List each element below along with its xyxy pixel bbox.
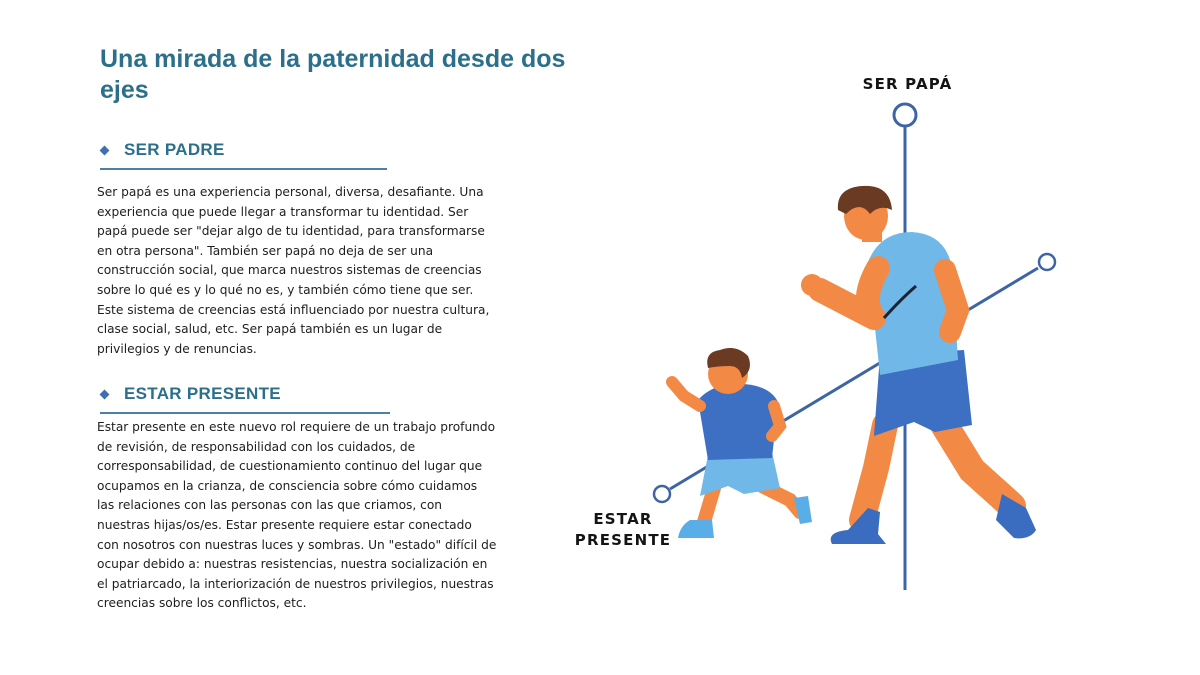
section-paragraph-ser-padre: Ser papá es una experiencia personal, diversa, desafiante. Una experiencia que puede llegar a transformar tu identidad. Ser papá puede ser "dejar algo de tu identidad, para transformarse en otra persona". También ser papá no deja de ser una construcción social, que marca nuestros sistemas de creencias sobre lo qué es y lo qué no es, y también cómo tiene que ser. Este sistema de creencias está influenciado por nuestra cultura, clase social, salud, etc. Ser papá también es un lugar de privilegios y de renuncias. <box>97 185 490 356</box>
child-figure <box>672 348 812 538</box>
section-title: ESTAR PRESENTE <box>124 384 281 403</box>
page-title: Una mirada de la paternidad desde dos ejes <box>100 45 566 104</box>
section-title: SER PADRE <box>124 140 225 159</box>
diagonal-axis-start-circle <box>654 486 670 502</box>
diagonal-axis-label: ESTAR PRESENTE <box>574 510 672 549</box>
section-paragraph-estar-presente: Estar presente en este nuevo rol requiere de un trabajo profundo de revisión, de responsabilidad con los cuidados, de corresponsabilidad, de cuestionamiento continuo del lugar que ocupamos en la crianza, de consciencia sobre cómo cuidamos las relaciones con las personas con las que criamos, con nuestras hijas/os/es. Estar presente requiere estar conectado con nosotros con nuestras luces y sombras. Un "estado" difícil de ocupar debido a: nuestras resistencias, nuestra socialización en el patriarcado, la interiorización de nuestros privilegios, nuestras creencias sobre los conflictos, etc. <box>97 420 497 611</box>
vertical-axis-end-circle <box>894 104 916 126</box>
father-figure <box>801 186 1036 544</box>
vertical-axis-label: SER PAPÁ <box>862 75 953 93</box>
diagonal-axis-end-circle <box>1039 254 1055 270</box>
